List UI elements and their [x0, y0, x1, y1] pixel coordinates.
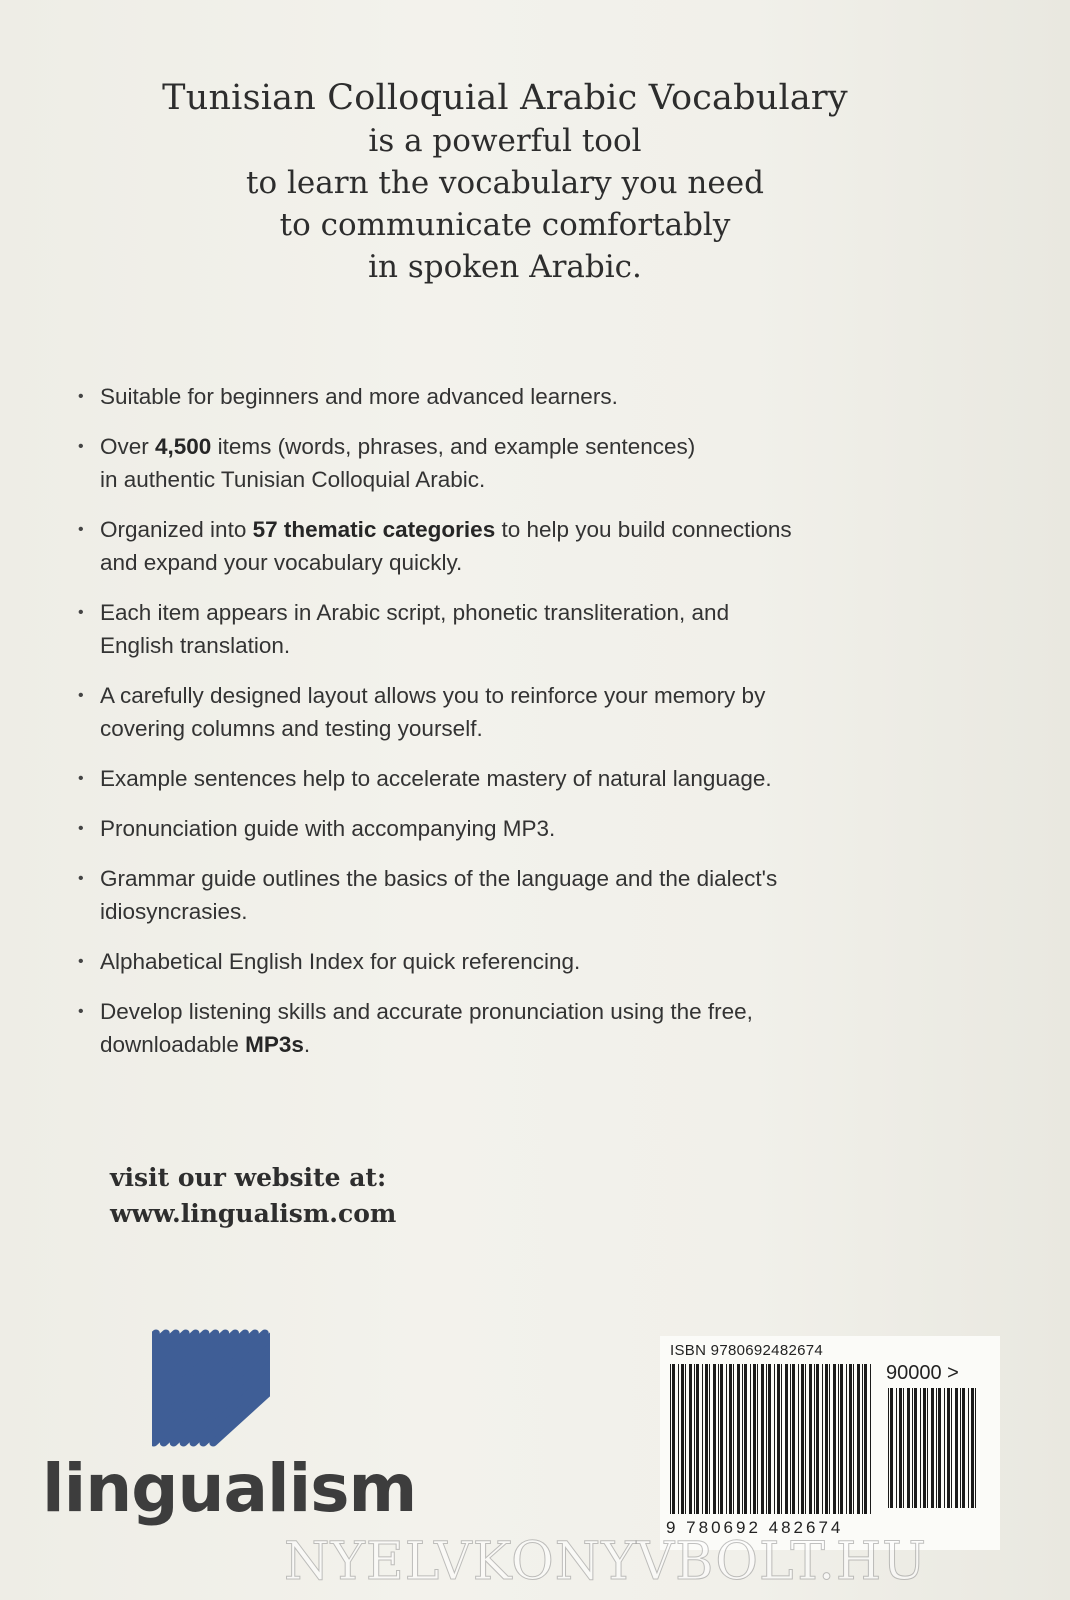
barcode-bar	[849, 1364, 852, 1514]
barcode-bar	[888, 1388, 889, 1508]
feature-item	[78, 945, 978, 978]
barcode-bar	[960, 1388, 961, 1508]
barcode-bar	[914, 1388, 917, 1508]
isbn-label: ISBN 9780692482674	[670, 1342, 824, 1359]
barcode-bar	[853, 1364, 854, 1514]
barcode-bar	[781, 1364, 782, 1514]
barcode-bar	[694, 1364, 695, 1514]
barcode-bar	[907, 1388, 910, 1508]
barcode-bar	[912, 1388, 913, 1508]
barcode-bar	[672, 1364, 675, 1514]
feature-text: Alphabetical English Index for quick referencing.	[100, 949, 581, 974]
barcode-bar	[702, 1364, 703, 1514]
barcode-bar	[685, 1364, 686, 1514]
barcode-bar	[774, 1364, 775, 1514]
barcode-bar	[975, 1388, 976, 1508]
barcode-bar	[846, 1364, 847, 1514]
feature-text: covering columns and testing yourself.	[100, 716, 483, 741]
barcode-bar	[798, 1364, 799, 1514]
barcode-bar	[737, 1364, 740, 1514]
barcode-bar	[920, 1388, 921, 1508]
feature-text: to help you build connections	[495, 517, 792, 542]
feature-item	[78, 762, 978, 795]
barcode-bar	[955, 1388, 958, 1508]
feature-text: Develop listening skills and accurate pronunciation using the free,	[100, 999, 753, 1024]
barcode-bar	[753, 1364, 756, 1514]
feature-item	[78, 380, 978, 413]
barcode-bar	[785, 1364, 788, 1514]
feature-text: items (words, phrases, and example sentences)	[211, 434, 696, 459]
tagline-line-1: is a powerful tool	[368, 123, 642, 159]
feature-text: and expand your vocabulary quickly.	[100, 550, 463, 575]
feature-text: Over	[100, 434, 156, 459]
barcode-bar	[705, 1364, 708, 1514]
isbn-barcode	[668, 1364, 876, 1514]
website-url[interactable]: www.lingualism.com	[110, 1199, 397, 1228]
barcode-bar	[833, 1364, 836, 1514]
watermark: NYELVKONYVBOLT.HU	[284, 1532, 928, 1592]
feature-text: English translation.	[100, 633, 291, 658]
barcode-bar	[790, 1364, 791, 1514]
feature-text: in authentic Tunisian Colloquial Arabic.	[100, 467, 486, 492]
barcode-bar	[670, 1364, 671, 1514]
barcode-bar	[947, 1388, 950, 1508]
barcode-bar	[822, 1364, 823, 1514]
feature-text: downloadable	[100, 1032, 246, 1057]
tagline-line-2: to learn the vocabulary you need	[246, 165, 764, 201]
barcode-bar	[766, 1364, 767, 1514]
barcode-bar	[944, 1388, 945, 1508]
feature-text: idiosyncrasies.	[100, 899, 248, 924]
headline-block	[0, 76, 1010, 288]
barcode-bar	[968, 1388, 969, 1508]
price-barcode	[886, 1388, 980, 1508]
feature-highlight: MP3s	[245, 1032, 304, 1057]
website-label: visit our website at:	[110, 1163, 387, 1192]
barcode-bar	[890, 1388, 893, 1508]
price-code: 90000 >	[886, 1362, 959, 1384]
barcode-bar	[864, 1364, 867, 1514]
feature-item	[78, 596, 978, 662]
barcode-bar	[838, 1364, 839, 1514]
barcode-bar	[718, 1364, 719, 1514]
barcode-bar	[816, 1364, 819, 1514]
barcode-bar	[792, 1364, 795, 1514]
barcode-bar	[720, 1364, 723, 1514]
barcode-bar	[936, 1388, 937, 1508]
barcode-bar	[713, 1364, 716, 1514]
feature-text: Grammar guide outlines the basics of the language and the dialect's	[100, 866, 778, 891]
barcode-bar	[777, 1364, 780, 1514]
barcode-bar	[938, 1388, 941, 1508]
barcode-bar	[805, 1364, 806, 1514]
feature-text: Each item appears in Arabic script, phonetic transliteration, and	[100, 600, 730, 625]
feature-item	[78, 995, 978, 1061]
book-title: Tunisian Colloquial Arabic Vocabulary	[162, 78, 848, 118]
barcode-bar	[733, 1364, 734, 1514]
feature-item	[78, 679, 978, 745]
barcode-bar	[768, 1364, 771, 1514]
feature-text: .	[303, 1032, 311, 1057]
barcode-bar	[829, 1364, 830, 1514]
barcode-bar	[726, 1364, 727, 1514]
feature-text: A carefully designed layout allows you to reinforce your memory by	[100, 683, 766, 708]
barcode-bar	[962, 1388, 965, 1508]
tagline-line-3: to communicate comfortably	[279, 207, 731, 243]
feature-text: Example sentences help to accelerate mastery of natural language.	[100, 766, 772, 791]
barcode-bar	[896, 1388, 897, 1508]
barcode-bar	[971, 1388, 974, 1508]
barcode-bar	[927, 1388, 928, 1508]
barcode-bar	[696, 1364, 699, 1514]
feature-item	[78, 862, 978, 928]
barcode-bar	[951, 1388, 952, 1508]
barcode-bar	[931, 1388, 934, 1508]
tagline-line-4: in spoken Arabic.	[368, 249, 642, 285]
barcode-bar	[840, 1364, 843, 1514]
barcode-bar	[923, 1388, 926, 1508]
feature-highlight: 57 thematic categories	[252, 517, 496, 542]
barcode-bar	[729, 1364, 732, 1514]
feature-text: Organized into	[100, 517, 253, 542]
barcode-bar	[681, 1364, 684, 1514]
lingualism-logo-icon	[152, 1322, 270, 1454]
barcode-bar	[801, 1364, 804, 1514]
barcode-bar	[903, 1388, 904, 1508]
barcode-bar	[814, 1364, 815, 1514]
logo-stroke	[152, 1333, 156, 1339]
feature-list	[78, 380, 978, 1078]
barcode-bar	[870, 1364, 871, 1514]
barcode-bar	[678, 1364, 679, 1514]
barcode-bar	[761, 1364, 764, 1514]
barcode-bar	[709, 1364, 710, 1514]
barcode-panel	[660, 1336, 1000, 1550]
barcode-bar	[809, 1364, 812, 1514]
barcode-bar	[862, 1364, 863, 1514]
barcode-bar	[899, 1388, 902, 1508]
feature-item	[78, 513, 978, 579]
barcode-bar	[742, 1364, 743, 1514]
barcode-bar	[757, 1364, 758, 1514]
feature-text: Suitable for beginners and more advanced learners.	[100, 384, 618, 409]
barcode-bar	[857, 1364, 860, 1514]
feature-item	[78, 812, 978, 845]
website-block	[110, 1160, 396, 1232]
barcode-bar	[689, 1364, 692, 1514]
feature-highlight: 4,500	[155, 434, 212, 459]
barcode-bar	[750, 1364, 751, 1514]
barcode-bar	[744, 1364, 747, 1514]
barcode-digits: 9 780692 482674	[666, 1518, 844, 1537]
barcode-bar	[825, 1364, 828, 1514]
feature-item	[78, 430, 978, 496]
brand-name: lingualism	[42, 1450, 417, 1527]
feature-text: Pronunciation guide with accompanying MP3.	[100, 816, 556, 841]
